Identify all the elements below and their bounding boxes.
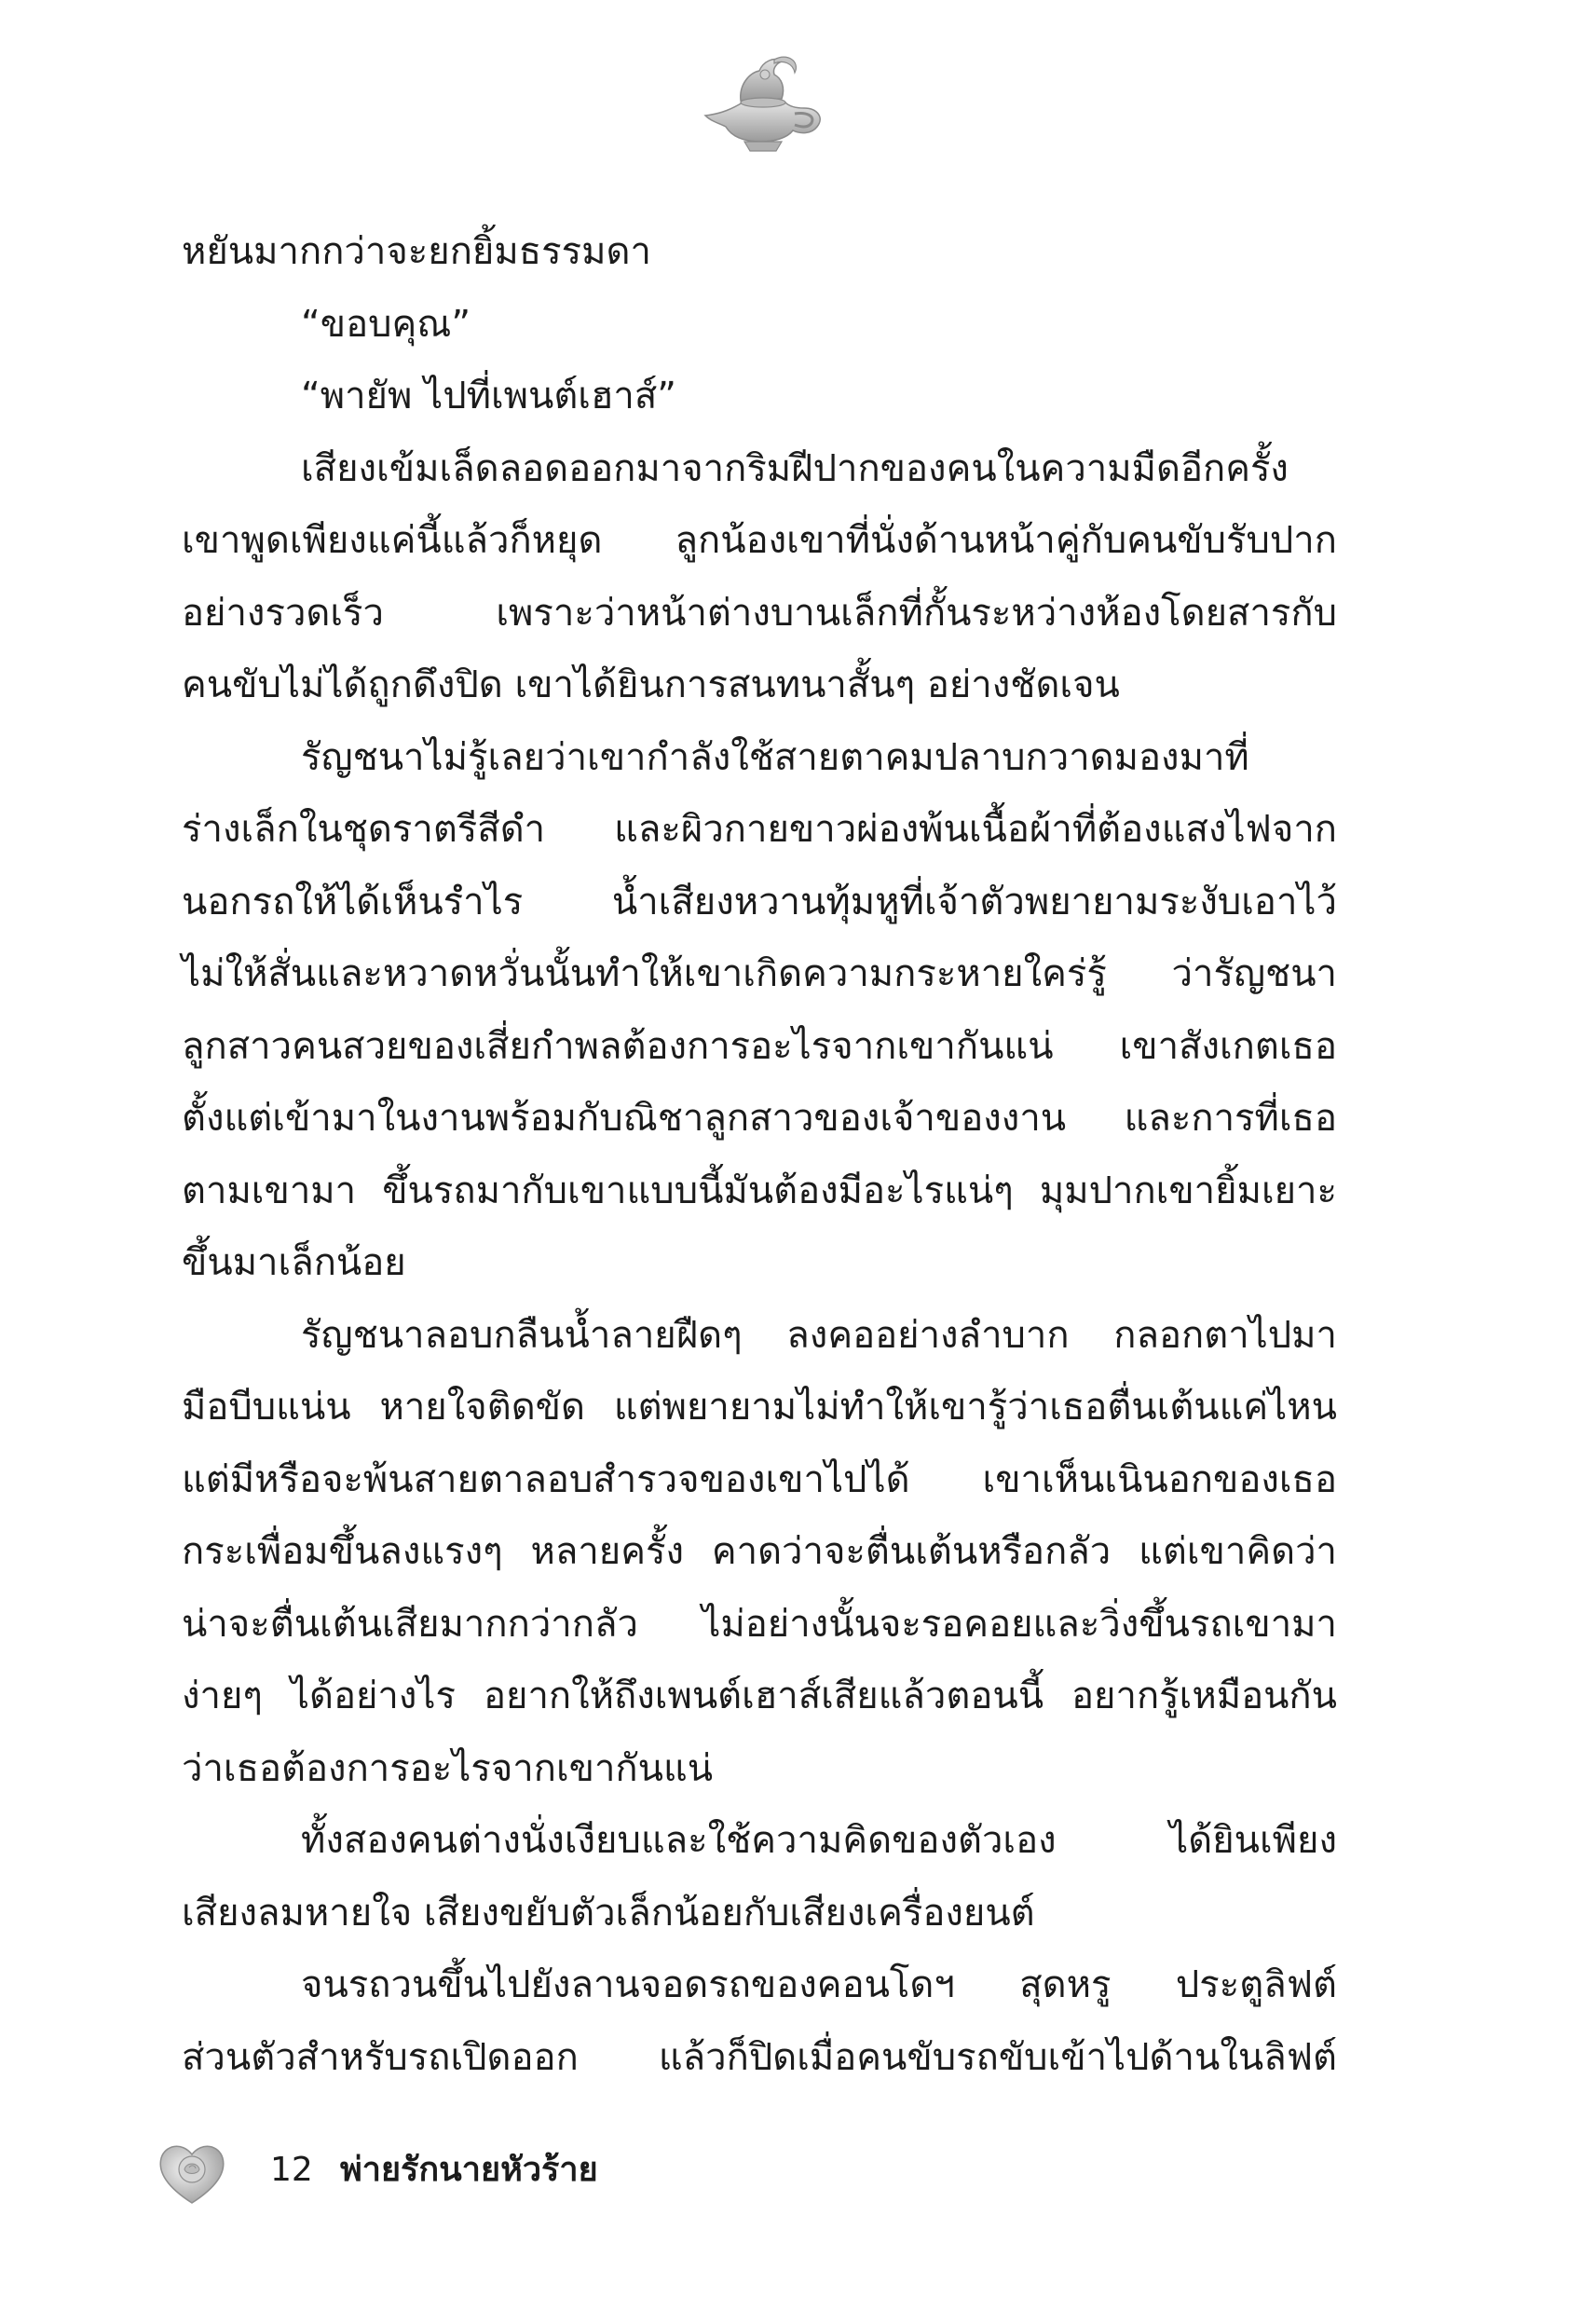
text-line: เสียงเข้มเล็ดลอดออกมาจากริมฝีปากของคนในความมืดอีกครั้ง [301, 446, 1289, 490]
text-line: ลูกสาวคนสวยของเสี่ยกำพลต้องการอะไรจากเขากันแน่ เขาสังเกตเธอ [182, 1024, 1337, 1068]
text-line: เขาพูดเพียงแค่นี้แล้วก็หยุด ลูกน้องเขาที่นั่งด้านหน้าคู่กับคนขับรับปาก [182, 519, 1337, 562]
page-footer [154, 2134, 806, 2208]
text-line: ว่าเธอต้องการอะไรจากเขากันแน่ [182, 1746, 714, 1790]
page-text [182, 216, 1337, 2094]
text-line: น่าจะตื่นเต้นเสียมากกว่ากลัว ไม่อย่างนั้นจะรอคอยและวิ่งขึ้นรถเขามา [182, 1602, 1337, 1646]
text-line: รัญชนาไม่รู้เลยว่าเขากำลังใช้สายตาคมปลาบกวาดมองมาที่ [301, 735, 1249, 779]
book-title: พ่ายรักนายหัวร้าย [340, 2151, 598, 2189]
text-line: ร่างเล็กในชุดราตรีสีดำ และผิวกายขาวผ่องพ้นเนื้อผ้าที่ต้องแสงไฟจาก [182, 808, 1337, 851]
text-line: ส่วนตัวสำหรับรถเปิดออก แล้วก็ปิดเมื่อคนขับรถขับเข้าไปด้านในลิฟต์ [182, 2035, 1337, 2079]
text-line: “ขอบคุณ” [301, 302, 471, 346]
text-line: รัญชนาลอบกลืนน้ำลายฝืดๆ ลงคออย่างลำบาก กลอกตาไปมา [301, 1313, 1337, 1357]
text-line: ง่ายๆ ได้อย่างไร อยากให้ถึงเพนต์เฮาส์เสียแล้วตอนนี้ อยากรู้เหมือนกัน [182, 1675, 1337, 1717]
text-line: แต่มีหรือจะพ้นสายตาลอบสำรวจของเขาไปได้ เขาเห็นเนินอกของเธอ [182, 1457, 1337, 1501]
text-line: ตามเขามา ขึ้นรถมากับเขาแบบนี้มันต้องมีอะไรแน่ๆ มุมปากเขายิ้มเยาะ [182, 1169, 1337, 1212]
text-line: นอกรถให้ได้เห็นรำไร น้ำเสียงหวานทุ้มหูที่เจ้าตัวพยายามระงับเอาไว้ [182, 880, 1337, 923]
text-line: ตั้งแต่เข้ามาในงานพร้อมกับณิชาลูกสาวของเจ้าของงาน และการที่เธอ [182, 1097, 1337, 1140]
text-line: ไม่ให้สั่นและหวาดหวั่นนั้นทำให้เขาเกิดความกระหายใคร่รู้ ว่ารัญชนา [182, 952, 1337, 995]
text-line: ทั้งสองคนต่างนั่งเงียบและใช้ความคิดของตัวเอง ได้ยินเพียง [301, 1819, 1337, 1862]
rose-heart-icon [154, 2134, 230, 2208]
text-line: ขึ้นมาเล็กน้อย [182, 1241, 406, 1284]
text-line: เสียงลมหายใจ เสียงขยับตัวเล็กน้อยกับเสียงเครื่องยนต์ [182, 1891, 1035, 1935]
text-line: กระเพื่อมขึ้นลงแรงๆ หลายครั้ง คาดว่าจะตื่นเต้นหรือกลัว แต่เขาคิดว่า [182, 1530, 1337, 1573]
text-line: คนขับไม่ได้ถูกดึงปิด เขาได้ยินการสนทนาสั้นๆ อย่างชัดเจน [182, 663, 1120, 706]
genie-lamp-icon [685, 47, 834, 158]
text-line: มือบีบแน่น หายใจติดขัด แต่พยายามไม่ทำให้เขารู้ว่าเธอตื่นเต้นแค่ไหน [182, 1386, 1337, 1429]
text-line: จนรถวนขึ้นไปยังลานจอดรถของคอนโดฯ สุดหรู ประตูลิฟต์ [301, 1963, 1337, 2006]
text-line: อย่างรวดเร็ว เพราะว่าหน้าต่างบานเล็กที่กั้นระหว่างห้องโดยสารกับ [182, 591, 1337, 635]
text-line: หยันมากกว่าจะยกยิ้มธรรมดา [182, 230, 651, 273]
page-number: 12 [270, 2151, 313, 2189]
text-line: “พายัพ ไปที่เพนต์เฮาส์” [301, 375, 676, 417]
